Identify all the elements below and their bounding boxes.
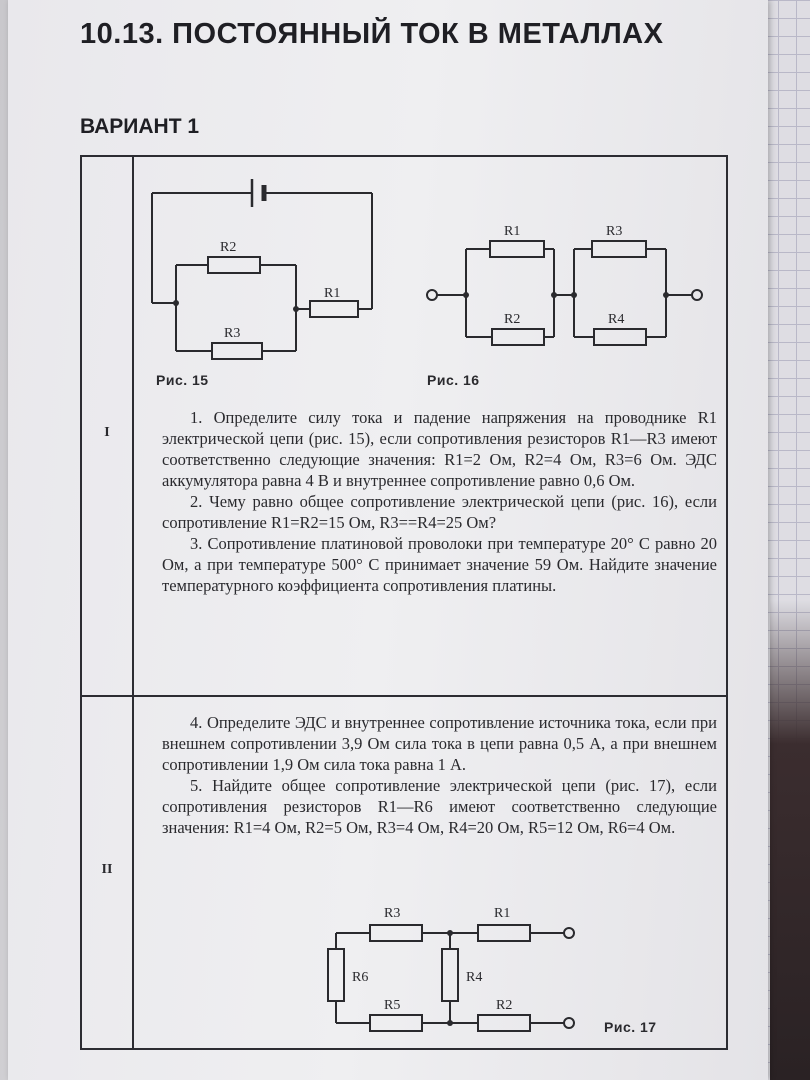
label-r2: R2 [496, 998, 513, 1013]
row-label-2: II [101, 862, 113, 877]
label-r1: R1 [504, 224, 521, 239]
problem-5: 5. Найдите общее сопротивление электрической цепи (рис. 17), если сопротивления резисторов R1—R6 имеют соответственно следующие значения: R1=4 Ом, R2=5 Ом, R3=4 Ом, R4=20 Ом, R5=12 Ом, R6=4 Ом. [162, 776, 717, 837]
resistor-r2 [208, 257, 260, 273]
problems-group-2 [162, 712, 717, 838]
problem-2: 2. Чему равно общее сопротивление электрической цепи (рис. 16), если сопротивление R1=R2=15 Ом, R3==R4=25 Ом? [162, 492, 717, 532]
figure-15-caption: Рис. 15 [156, 372, 209, 388]
table-column-divider [132, 157, 134, 1048]
resistor-r2 [492, 329, 544, 345]
resistor-r3 [212, 343, 262, 359]
resistor-r1 [310, 301, 358, 317]
label-r3: R3 [606, 224, 623, 239]
label-r4: R4 [466, 970, 483, 985]
figure-17-caption: Рис. 17 [604, 1019, 657, 1035]
label-r1: R1 [494, 906, 511, 921]
label-r2: R2 [220, 240, 237, 255]
resistor-r1 [478, 925, 530, 941]
resistor-r5 [370, 1015, 422, 1031]
label-r3: R3 [224, 326, 241, 341]
resistor-r6 [328, 949, 344, 1001]
problem-4: 4. Определите ЭДС и внутреннее сопротивление источника тока, если при внешнем сопротивлении 3,9 Ом сила тока в цепи равна 0,5 А, а при внешнем сопротивлении 1,9 Ом сила тока равна 1 А. [162, 713, 717, 774]
book-page [8, 0, 768, 1080]
figure-15-circuit [142, 169, 382, 369]
label-r1: R1 [324, 286, 341, 301]
chapter-title: 10.13. ПОСТОЯННЫЙ ТОК В МЕТАЛЛАХ [80, 18, 664, 50]
label-r5: R5 [384, 998, 401, 1013]
resistor-r3 [592, 241, 646, 257]
problem-table [80, 155, 728, 1050]
variant-title: ВАРИАНТ 1 [80, 115, 200, 138]
resistor-r2 [478, 1015, 530, 1031]
row-label-1: I [104, 425, 110, 440]
problem-3: 3. Сопротивление платиновой проволоки при температуре 20° С равно 20 Ом, а при температуре 500° С принимает значение 59 Ом. Найдите значение температурного коэффициента сопротивления платины. [162, 534, 717, 595]
desk-shadow [770, 600, 810, 1080]
resistor-r4 [594, 329, 646, 345]
figure-16-circuit [412, 207, 712, 357]
resistor-r3 [370, 925, 422, 941]
table-row-divider [82, 695, 726, 697]
problems-group-1 [162, 407, 717, 596]
figure-16-caption: Рис. 16 [427, 372, 480, 388]
label-r4: R4 [608, 312, 625, 327]
resistor-r1 [490, 241, 544, 257]
resistor-r4 [442, 949, 458, 1001]
problem-1: 1. Определите силу тока и падение напряжения на проводнике R1 электрической цепи (рис. 15), если сопротивления резисторов R1—R3 имеют соответственно следующие значения: R1=2 Ом, R2=4 Ом, R3=6 Ом. ЭДС аккумулятора равна 4 В и внутреннее сопротивление равно 0,6 Ом. [162, 408, 717, 490]
label-r6: R6 [352, 970, 369, 985]
figure-17-circuit [322, 887, 592, 1037]
label-r3: R3 [384, 906, 401, 921]
label-r2: R2 [504, 312, 521, 327]
